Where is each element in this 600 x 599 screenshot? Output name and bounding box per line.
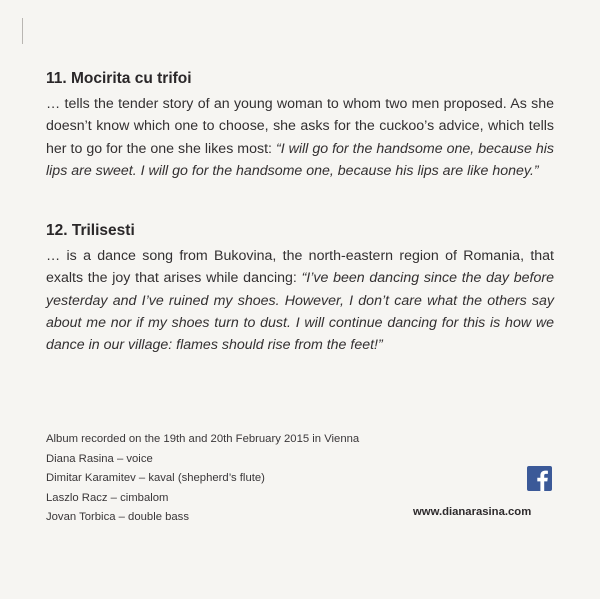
recording-info: Album recorded on the 19th and 20th February 2015 in Vienna bbox=[46, 433, 360, 445]
track-12-heading: 12. Trilisesti bbox=[46, 222, 135, 239]
website-link[interactable]: www.dianarasina.com bbox=[413, 506, 532, 518]
album-credits bbox=[46, 430, 406, 528]
track-11-section bbox=[46, 70, 554, 182]
facebook-icon[interactable] bbox=[527, 466, 552, 491]
performer-line: Jovan Torbica – double bass bbox=[46, 511, 189, 524]
performer-line: Diana Rasina – voice bbox=[46, 452, 153, 465]
track-12-section bbox=[46, 222, 554, 356]
track-12-text: … is a dance song from Bukovina, the north-eastern region of Romania, that exalts the joy that arises while dancing: bbox=[46, 248, 554, 287]
performer-line: Dimitar Karamitev – kaval (shepherd’s flute) bbox=[46, 472, 265, 485]
track-11-text: … tells the tender story of an young woman to whom two men proposed. As she doesn’t know which one to choose, she asks for the cuckoo’s advice, which tells her to go for the one she likes most: bbox=[46, 96, 554, 157]
track-11-heading: 11. Mocirita cu trifoi bbox=[46, 70, 192, 87]
track-12-quote: “I’ve been dancing since the day before yesterday and I’ve ruined my shoes. However, I don’t care what the others say about me nor if my shoes turn to dust. I will continue dancing for this is how we dance in our village: flames should rise from the feet!” bbox=[46, 270, 554, 354]
track-12-description bbox=[46, 245, 554, 356]
page-fold-line bbox=[22, 18, 23, 44]
track-11-description bbox=[46, 93, 554, 182]
track-11-quote: “I will go for the handsome one, because his lips are sweet. I will go for the handsome one, because his lips are like honey.” bbox=[46, 140, 554, 179]
performer-line: Laszlo Racz – cimbalom bbox=[46, 491, 169, 504]
